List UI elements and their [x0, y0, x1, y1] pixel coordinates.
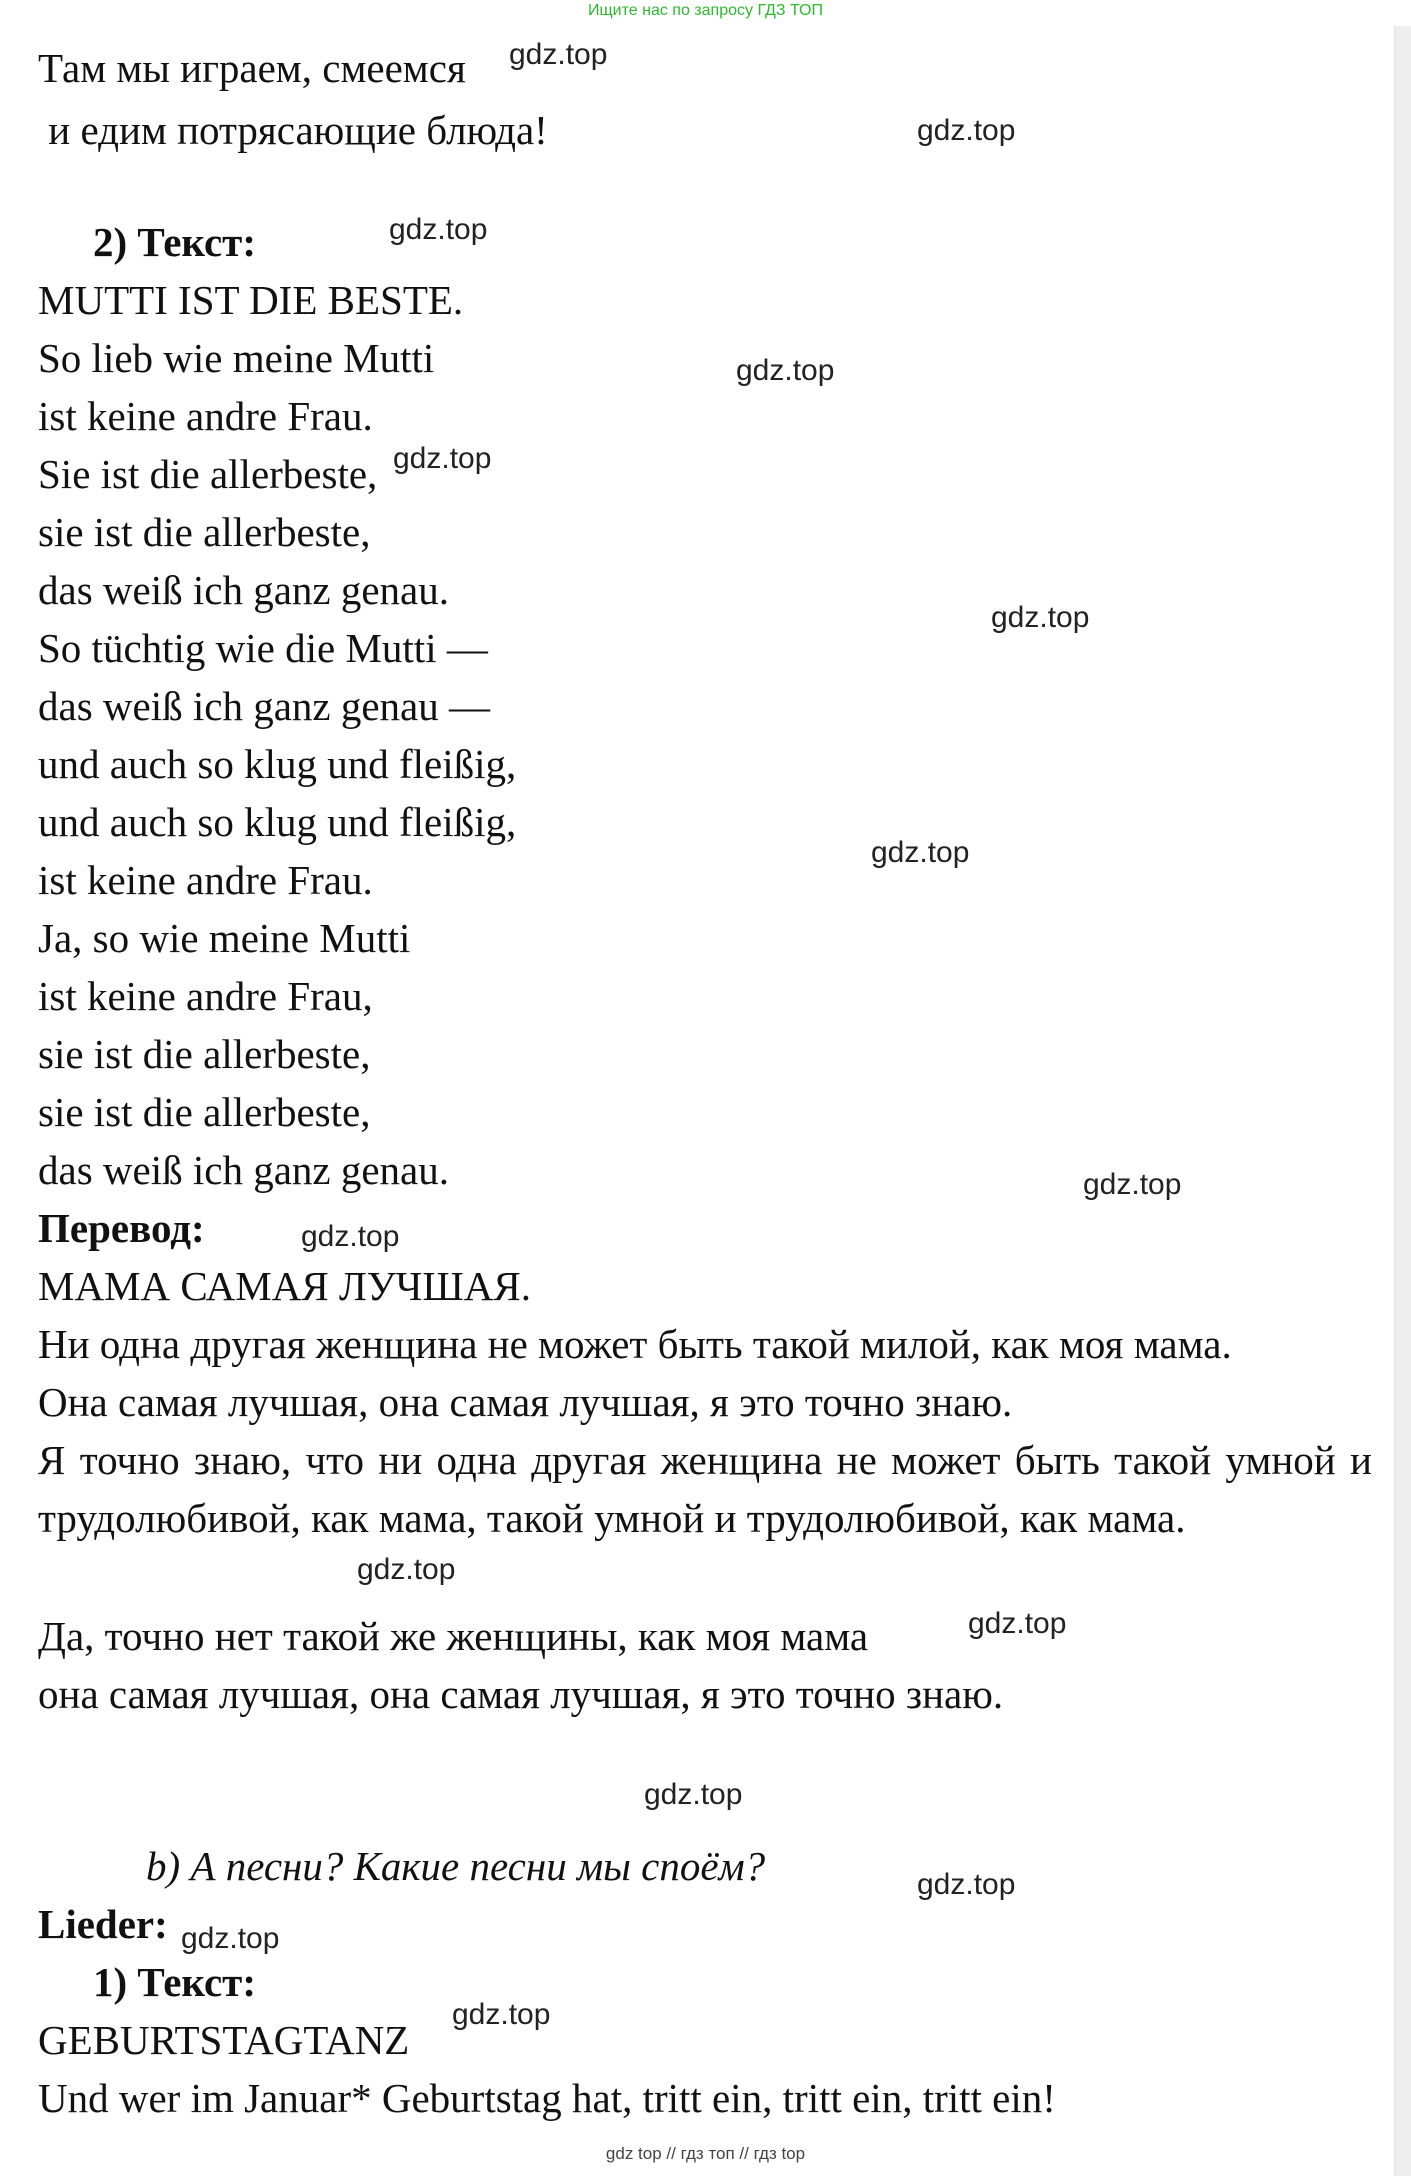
watermark: gdz.top [301, 1220, 400, 1253]
song1-line: ist keine andre Frau. [38, 857, 373, 903]
lieder-heading: Lieder: [38, 1901, 168, 1947]
watermark: gdz.top [1083, 1168, 1182, 1201]
watermark: gdz.top [509, 38, 608, 71]
watermark: gdz.top [917, 1868, 1016, 1901]
watermark: gdz.top [871, 836, 970, 869]
bottom-footer-notice: gdz top // гдз топ // гдз top [605, 2144, 806, 2163]
translation-line: она самая лучшая, она самая лучшая, я это точно знаю. [38, 1671, 1004, 1717]
scrollbar[interactable] [1394, 26, 1411, 2176]
song1-line: So lieb wie meine Mutti [38, 335, 435, 381]
song1-line: das weiß ich ganz genau. [38, 567, 449, 613]
watermark: gdz.top [357, 1553, 456, 1586]
translation-line: Ни одна другая женщина не может быть такой милой, как моя мама. [38, 1321, 1232, 1367]
song1-line: und auch so klug und fleißig, [38, 741, 517, 787]
song1-line: sie ist die allerbeste, [38, 509, 371, 555]
song1-line: sie ist die allerbeste, [38, 1031, 371, 1077]
intro-line-1: Там мы играем, смеемся [38, 45, 466, 91]
translation-title: МАМА САМАЯ ЛУЧШАЯ. [38, 1263, 532, 1309]
question-b: b) А песни? Какие песни мы споём? [146, 1843, 766, 1889]
song2-title: GEBURTSTAGTANZ [38, 2017, 410, 2063]
watermark: gdz.top [968, 1607, 1067, 1640]
watermark: gdz.top [991, 601, 1090, 634]
watermark: gdz.top [393, 442, 492, 475]
translation-line: Она самая лучшая, она самая лучшая, я это точно знаю. [38, 1379, 1013, 1425]
top-search-notice: Ищите нас по запросу ГДЗ ТОП [588, 2, 823, 19]
song1-line: ist keine andre Frau, [38, 973, 373, 1019]
watermark: gdz.top [644, 1778, 743, 1811]
song1-line: Sie ist die allerbeste, [38, 451, 378, 497]
song1-line: das weiß ich ganz genau — [38, 683, 490, 729]
song1-title: MUTTI IST DIE BESTE. [38, 277, 464, 323]
watermark: gdz.top [736, 354, 835, 387]
section-1-heading: 1) Текст: [93, 1959, 256, 2005]
song1-line: So tüchtig wie die Mutti — [38, 625, 488, 671]
translation-paragraph: Я точно знаю, что ни одна другая женщина не может быть такой умной и трудолюбивой, как мама, такой умной и трудолюбивой, как мама. [38, 1437, 1372, 1541]
song1-line: sie ist die allerbeste, [38, 1089, 371, 1135]
translation-line: Да, точно нет такой же женщины, как моя мама [38, 1613, 869, 1659]
song1-line: das weiß ich ganz genau. [38, 1147, 449, 1193]
watermark: gdz.top [917, 114, 1016, 147]
section-2-heading: 2) Текст: [93, 219, 256, 265]
watermark: gdz.top [181, 1922, 280, 1955]
watermark: gdz.top [452, 1998, 551, 2031]
song1-line: Ja, so wie meine Mutti [38, 915, 411, 961]
song1-line: und auch so klug und fleißig, [38, 799, 517, 845]
song2-line: Und wer im Januar* Geburtstag hat, tritt ein, tritt ein, tritt ein! [38, 2075, 1056, 2121]
translation-heading: Перевод: [38, 1205, 205, 1251]
intro-line-2: и едим потрясающие блюда! [38, 107, 548, 153]
watermark: gdz.top [389, 213, 488, 246]
song1-line: ist keine andre Frau. [38, 393, 373, 439]
